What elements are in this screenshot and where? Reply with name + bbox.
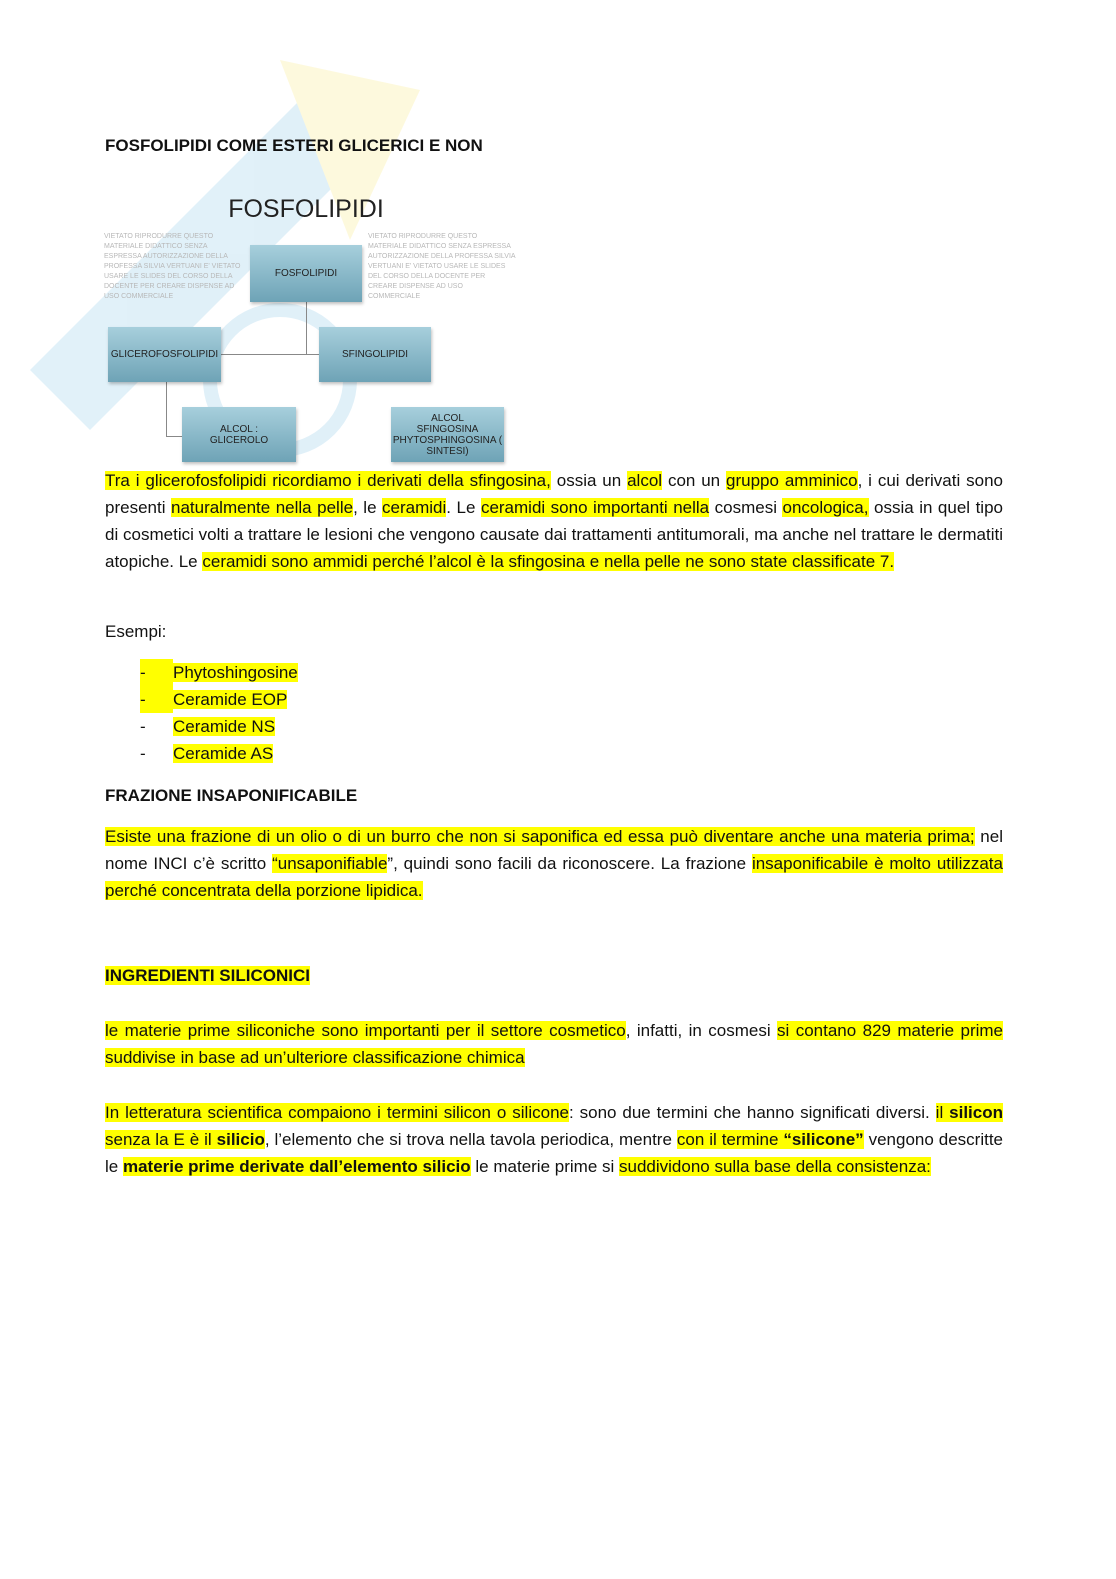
- text-segment: ”, quindi sono facili da riconoscere. La frazione: [387, 854, 752, 873]
- paragraph-silicon-silicone: [105, 1099, 1003, 1180]
- highlighted-text: “unsaponifiable: [272, 854, 388, 873]
- list-item-label: Ceramide EOP: [173, 690, 288, 709]
- list-item-label: Phytoshingosine: [173, 663, 298, 682]
- list-bullet: -: [140, 659, 173, 686]
- connector: [166, 436, 182, 437]
- section-heading-siliconici: [105, 962, 1003, 989]
- node-fosfolipidi: FOSFOLIPIDI: [250, 245, 362, 302]
- paragraph-siliconi-intro: [105, 1017, 1003, 1071]
- examples-label: Esempi:: [105, 622, 167, 641]
- highlighted-text: con il termine: [676, 1130, 784, 1149]
- list-item: [140, 686, 287, 713]
- page-title: FOSFOLIPIDI COME ESTERI GLICERICI E NON: [105, 136, 483, 155]
- highlighted-text: “silicone”: [783, 1130, 864, 1149]
- highlighted-text: silicon: [949, 1103, 1003, 1122]
- text-segment: ossia un: [550, 471, 628, 490]
- connector: [166, 382, 167, 437]
- node-label: PHYTOSPHINGOSINA ( SINTESI): [392, 434, 503, 457]
- phospholipid-diagram: [100, 190, 520, 465]
- highlighted-text: il: [935, 1103, 950, 1122]
- text-segment: , infatti, in cosmesi: [625, 1021, 778, 1040]
- text-segment: ossia in quel tipo di cosmetici volti a trattare le lesioni che vengono causate dai trattamenti antitumorali, ma anche nel trattare le dermatiti atopiche. Le: [105, 498, 1003, 571]
- paragraph-insaponificabile: [105, 823, 1003, 904]
- highlighted-text: naturalmente nella pelle: [170, 498, 354, 517]
- text-segment: , le: [353, 498, 383, 517]
- highlighted-text: materie prime derivate dall’elemento silicio: [122, 1157, 471, 1176]
- text-segment: cosmesi: [709, 498, 783, 517]
- heading-text: INGREDIENTI SILICONICI: [105, 966, 310, 985]
- diagram-notice: VIETATO RIPRODURRE QUESTO MATERIALE DIDATTICO SENZA ESPRESSA AUTORIZZAZIONE DELLA PROFESSA SILVIA VERTUANI E' VIETATO USARE LE SLIDES DEL CORSO DELLA DOCENTE PER CREARE DISPENSE AD USO COMMERCIALE: [104, 233, 241, 300]
- text-segment: con un: [662, 471, 727, 490]
- list-bullet: -: [140, 744, 146, 763]
- list-bullet: -: [140, 686, 173, 713]
- highlighted-text: senza la E è il: [105, 1130, 217, 1149]
- text-segment: : sono due termini che hanno significati diversi.: [568, 1103, 936, 1122]
- text-segment: , l’elemento che si trova nella tavola periodica, mentre: [264, 1130, 677, 1149]
- diagram-notice-2: VIETATO RIPRODURRE QUESTO MATERIALE DIDATTICO SENZA ESPRESSA AUTORIZZAZIONE DELLA PROFESSA SILVIA VERTUANI E' VIETATO USARE LE SLIDES DEL CORSO DELLA DOCENTE PER CREARE DISPENSE AD USO COMMERCIALE: [368, 233, 516, 300]
- highlighted-text: suddividono sulla base della consistenza:: [619, 1157, 931, 1176]
- node-sfingolipidi: SFINGOLIPIDI: [319, 327, 431, 382]
- highlighted-text: silicio: [216, 1130, 265, 1149]
- node-glicerofosfolipidi: GLICEROFOSFOLIPIDI: [108, 327, 221, 382]
- text-segment: vengono descritte le: [105, 1130, 1004, 1176]
- highlighted-text: ceramidi sono importanti nella: [480, 498, 710, 517]
- list-item: [140, 740, 273, 767]
- highlighted-text: oncologica,: [782, 498, 869, 517]
- section-heading-insaponificabile: FRAZIONE INSAPONIFICABILE: [105, 786, 358, 805]
- highlighted-text: gruppo amminico: [726, 471, 858, 490]
- node-label: ALCOL SFINGOSINA: [416, 412, 479, 435]
- list-item-label: Ceramide NS: [173, 717, 276, 736]
- text-segment: le materie prime si: [470, 1157, 619, 1176]
- highlighted-text: ceramidi: [382, 498, 447, 517]
- text-segment: , i cui derivati sono presenti: [105, 471, 1003, 517]
- highlighted-text: le materie prime siliconiche sono importanti per il settore cosmetico: [105, 1021, 626, 1040]
- highlighted-text: ceramidi sono ammidi perché l’alcol è la sfingosina e nella pelle ne sono state classificate 7.: [202, 552, 895, 571]
- highlighted-text: Tra i glicerofosfolipidi ricordiamo i derivati della sfingosina,: [105, 471, 551, 490]
- highlighted-text: insaponificabile è molto utilizzata perché concentrata della porzione lipidica.: [105, 854, 1003, 900]
- connector: [306, 302, 307, 355]
- paragraph-glicerofosfolipidi: [105, 467, 1003, 575]
- highlighted-text: alcol: [627, 471, 663, 490]
- node-alcol-glicerolo: ALCOL : GLICEROLO: [182, 407, 296, 462]
- connector: [221, 354, 319, 355]
- list-item-label: Ceramide AS: [173, 744, 274, 763]
- list-item: [140, 659, 298, 686]
- diagram-heading: FOSFOLIPIDI: [228, 195, 384, 223]
- text-segment: nel nome INCI c’è scritto: [105, 827, 1003, 873]
- list-bullet: -: [140, 717, 146, 736]
- list-item: [140, 713, 275, 740]
- highlighted-text: Esiste una frazione di un olio o di un burro che non si saponifica ed essa può diventare anche una materia prima;: [105, 827, 975, 846]
- node-alcol-sfingosina: [391, 407, 504, 462]
- text-segment: . Le: [446, 498, 481, 517]
- highlighted-text: si contano 829 materie prime suddivise in base ad un’ulteriore classificazione chimica: [105, 1021, 1003, 1067]
- highlighted-text: In letteratura scientifica compaiono i termini silicon o silicone: [105, 1103, 569, 1122]
